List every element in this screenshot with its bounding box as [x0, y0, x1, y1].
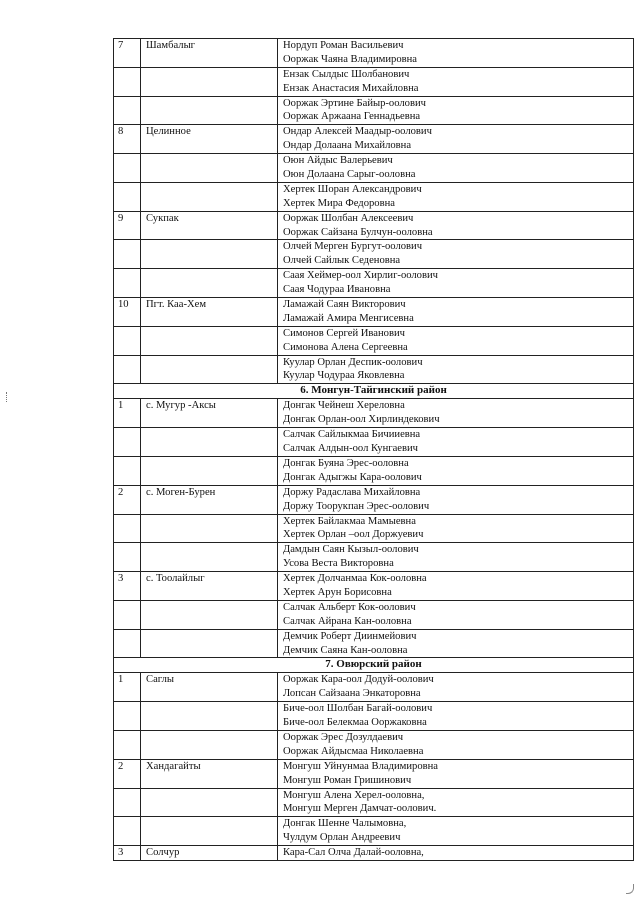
person-name: Монгуш Алена Херел-ооловна, — [283, 789, 425, 801]
row-number — [114, 240, 141, 269]
person-name: Симонов Сергей Иванович — [283, 327, 405, 339]
person-name: Демчик Роберт Диинмейович — [283, 630, 417, 642]
person-name: Донгак Адыгжы Кара-оолович — [283, 471, 422, 483]
row-number — [114, 428, 141, 457]
row-number: 2 — [114, 485, 141, 514]
person-name: Донгак Буяна Эрес-ооловна — [283, 457, 409, 469]
row-number — [114, 730, 141, 759]
row-number — [114, 355, 141, 384]
person-name: Оюн Айдыс Валерьевич — [283, 155, 393, 167]
person-name: Ооржак Эрес Дозулдаевич — [283, 731, 404, 743]
families-table — [113, 38, 634, 861]
family-members-cell — [278, 572, 634, 601]
district-section-row — [114, 384, 634, 399]
settlement-name — [141, 730, 278, 759]
row-number — [114, 600, 141, 629]
row-number: 1 — [114, 399, 141, 428]
family-members-cell — [278, 211, 634, 240]
person-name: Ооржак Эртине Байыр-оолович — [283, 97, 426, 109]
person-name: Хертек Шоран Александрович — [283, 183, 422, 195]
row-number — [114, 326, 141, 355]
person-name: Саая Хеймер-оол Хирлиг-оолович — [283, 270, 438, 282]
table-row — [114, 154, 634, 183]
person-name: Ламажай Саян Викторович — [283, 299, 406, 311]
family-members-cell — [278, 485, 634, 514]
row-number: 10 — [114, 298, 141, 327]
person-name: Дамдын Саян Кызыл-оолович — [283, 544, 419, 556]
family-members-cell — [278, 817, 634, 846]
family-members-cell — [278, 759, 634, 788]
person-name: Кара-Сал Олча Далай-ооловна, — [283, 847, 424, 859]
row-number — [114, 788, 141, 817]
person-name: Доржу Радаслава Михайловна — [283, 486, 421, 498]
table-row — [114, 355, 634, 384]
settlement-name — [141, 428, 278, 457]
table-row — [114, 629, 634, 658]
table-row — [114, 514, 634, 543]
person-name: Ондар Долаана Михайловна — [283, 140, 412, 152]
family-members-cell — [278, 543, 634, 572]
row-number: 3 — [114, 846, 141, 861]
family-members-cell — [278, 96, 634, 125]
family-members-cell — [278, 673, 634, 702]
settlement-name: с. Моген-Бурен — [141, 485, 278, 514]
person-name: Салчак Альберт Кок-оолович — [283, 601, 416, 613]
person-name: Симонова Алена Сергеевна — [283, 341, 408, 353]
person-name: Салчак Сайлыкмаа Бичииевна — [283, 429, 421, 441]
table-row — [114, 240, 634, 269]
settlement-name: Целинное — [141, 125, 278, 154]
family-members-cell — [278, 298, 634, 327]
table-row — [114, 269, 634, 298]
settlement-name — [141, 600, 278, 629]
person-name: Оюн Долаана Сарыг-ооловна — [283, 169, 416, 181]
person-name: Демчик Саяна Кан-ооловна — [283, 644, 408, 656]
person-name: Усова Веста Викторовна — [283, 558, 394, 570]
settlement-name: Солчур — [141, 846, 278, 861]
settlement-name: Шамбалыг — [141, 39, 278, 68]
person-name: Ондар Алексей Маадыр-оолович — [283, 126, 432, 138]
person-name: Хертек Байлакмаа Мамыевна — [283, 515, 416, 527]
person-name: Донгак Шенне Чалымовна, — [283, 818, 407, 830]
person-name: Олчей Мерген Бургут-оолович — [283, 241, 423, 253]
settlement-name: Саглы — [141, 673, 278, 702]
settlement-name: с. Тоолайлыг — [141, 572, 278, 601]
row-number — [114, 154, 141, 183]
row-number: 9 — [114, 211, 141, 240]
row-number: 3 — [114, 572, 141, 601]
settlement-name — [141, 182, 278, 211]
row-number — [114, 543, 141, 572]
settlement-name — [141, 702, 278, 731]
table-row — [114, 600, 634, 629]
settlement-name — [141, 788, 278, 817]
person-name: Хертек Долчанмаа Кок-ооловна — [283, 573, 427, 585]
family-members-cell — [278, 355, 634, 384]
family-members-cell — [278, 456, 634, 485]
table-row — [114, 730, 634, 759]
family-members-cell — [278, 702, 634, 731]
row-number: 2 — [114, 759, 141, 788]
family-members-cell — [278, 326, 634, 355]
table-row — [114, 673, 634, 702]
family-members-cell — [278, 399, 634, 428]
settlement-name — [141, 355, 278, 384]
page-corner-mark — [626, 884, 634, 894]
person-name: Ензак Сылдыс Шолбанович — [283, 68, 410, 80]
table-row — [114, 702, 634, 731]
person-name: Биче-оол Шолбан Багай-оолович — [283, 703, 433, 715]
table-row — [114, 67, 634, 96]
settlement-name — [141, 96, 278, 125]
settlement-name: Хандагайты — [141, 759, 278, 788]
person-name: Чулдум Орлан Андреевич — [283, 832, 401, 844]
row-number: 7 — [114, 39, 141, 68]
district-heading: 6. Монгун-Тайгинский район — [114, 384, 634, 399]
row-number — [114, 514, 141, 543]
table-row — [114, 96, 634, 125]
table-row — [114, 182, 634, 211]
settlement-name — [141, 817, 278, 846]
row-number — [114, 269, 141, 298]
district-heading: 7. Овюрский район — [114, 658, 634, 673]
settlement-name — [141, 456, 278, 485]
person-name: Монгуш Роман Гришинович — [283, 774, 412, 786]
table-row — [114, 298, 634, 327]
table-row — [114, 485, 634, 514]
table-row — [114, 326, 634, 355]
row-number: 8 — [114, 125, 141, 154]
table-row — [114, 456, 634, 485]
table-row — [114, 211, 634, 240]
settlement-name — [141, 269, 278, 298]
family-members-cell — [278, 154, 634, 183]
person-name: Куулар Чодураа Яковлевна — [283, 370, 405, 382]
person-name: Ензак Анастасия Михайловна — [283, 82, 419, 94]
family-members-cell — [278, 600, 634, 629]
settlement-name — [141, 514, 278, 543]
person-name: Хертек Арун Борисовна — [283, 586, 392, 598]
table-row — [114, 543, 634, 572]
person-name: Ооржак Кара-оол Додуй-оолович — [283, 674, 434, 686]
person-name: Монгуш Уйнунмаа Владимировна — [283, 760, 438, 772]
family-members-cell — [278, 39, 634, 68]
family-members-cell — [278, 240, 634, 269]
person-name: Лопсан Сайзаана Энкаторовна — [283, 688, 421, 700]
person-name: Доржу Тоорукпан Эрес-оолович — [283, 500, 430, 512]
settlement-name — [141, 543, 278, 572]
person-name: Монгуш Мерген Дамчат-оолович. — [283, 803, 437, 815]
table-row — [114, 788, 634, 817]
table-row — [114, 428, 634, 457]
person-name: Хертек Мира Федоровна — [283, 197, 395, 209]
families-table-body — [114, 39, 634, 861]
table-row — [114, 846, 634, 861]
family-members-cell — [278, 730, 634, 759]
settlement-name: Пгт. Каа-Хем — [141, 298, 278, 327]
person-name: Биче-оол Белекмаа Ооржаковна — [283, 717, 427, 729]
row-number — [114, 817, 141, 846]
district-section-row — [114, 658, 634, 673]
family-members-cell — [278, 514, 634, 543]
person-name: Салчак Алдын-оол Кунгаевич — [283, 443, 418, 455]
settlement-name: с. Мугур -Аксы — [141, 399, 278, 428]
settlement-name — [141, 326, 278, 355]
family-members-cell — [278, 269, 634, 298]
family-members-cell — [278, 629, 634, 658]
scan-edge-mark — [6, 392, 9, 402]
person-name: Ооржак Айдысмаа Николаевна — [283, 745, 424, 757]
family-members-cell — [278, 67, 634, 96]
family-members-cell — [278, 182, 634, 211]
settlement-name — [141, 629, 278, 658]
row-number — [114, 67, 141, 96]
person-name: Олчей Сайлык Седеновна — [283, 255, 401, 267]
person-name: Ооржак Аржаана Геннадьевна — [283, 111, 421, 123]
person-name: Ооржак Чаяна Владимировна — [283, 53, 417, 65]
family-members-cell — [278, 428, 634, 457]
person-name: Салчак Айрана Кан-ооловна — [283, 615, 412, 627]
row-number: 1 — [114, 673, 141, 702]
person-name: Куулар Орлан Деспик-оолович — [283, 356, 423, 368]
row-number — [114, 96, 141, 125]
person-name: Ламажай Амира Менгисевна — [283, 312, 414, 324]
row-number — [114, 702, 141, 731]
person-name: Донгак Чейнеш Хереловна — [283, 400, 405, 412]
person-name: Ооржак Шолбан Алексеевич — [283, 212, 414, 224]
settlement-name — [141, 67, 278, 96]
person-name: Ооржак Сайзана Булчун-ооловна — [283, 226, 433, 238]
family-members-cell — [278, 788, 634, 817]
person-name: Хертек Орлан –оол Доржуевич — [283, 529, 424, 541]
table-row — [114, 39, 634, 68]
table-row — [114, 125, 634, 154]
row-number — [114, 629, 141, 658]
settlement-name: Сукпак — [141, 211, 278, 240]
table-row — [114, 817, 634, 846]
row-number — [114, 456, 141, 485]
table-row — [114, 399, 634, 428]
table-row — [114, 759, 634, 788]
row-number — [114, 182, 141, 211]
person-name: Саая Чодураа Ивановна — [283, 284, 391, 296]
settlement-name — [141, 240, 278, 269]
settlement-name — [141, 154, 278, 183]
family-members-cell — [278, 125, 634, 154]
table-row — [114, 572, 634, 601]
family-members-cell — [278, 846, 634, 861]
person-name: Донгак Орлан-оол Хирлиндекович — [283, 414, 440, 426]
person-name: Нордуп Роман Васильевич — [283, 40, 404, 51]
